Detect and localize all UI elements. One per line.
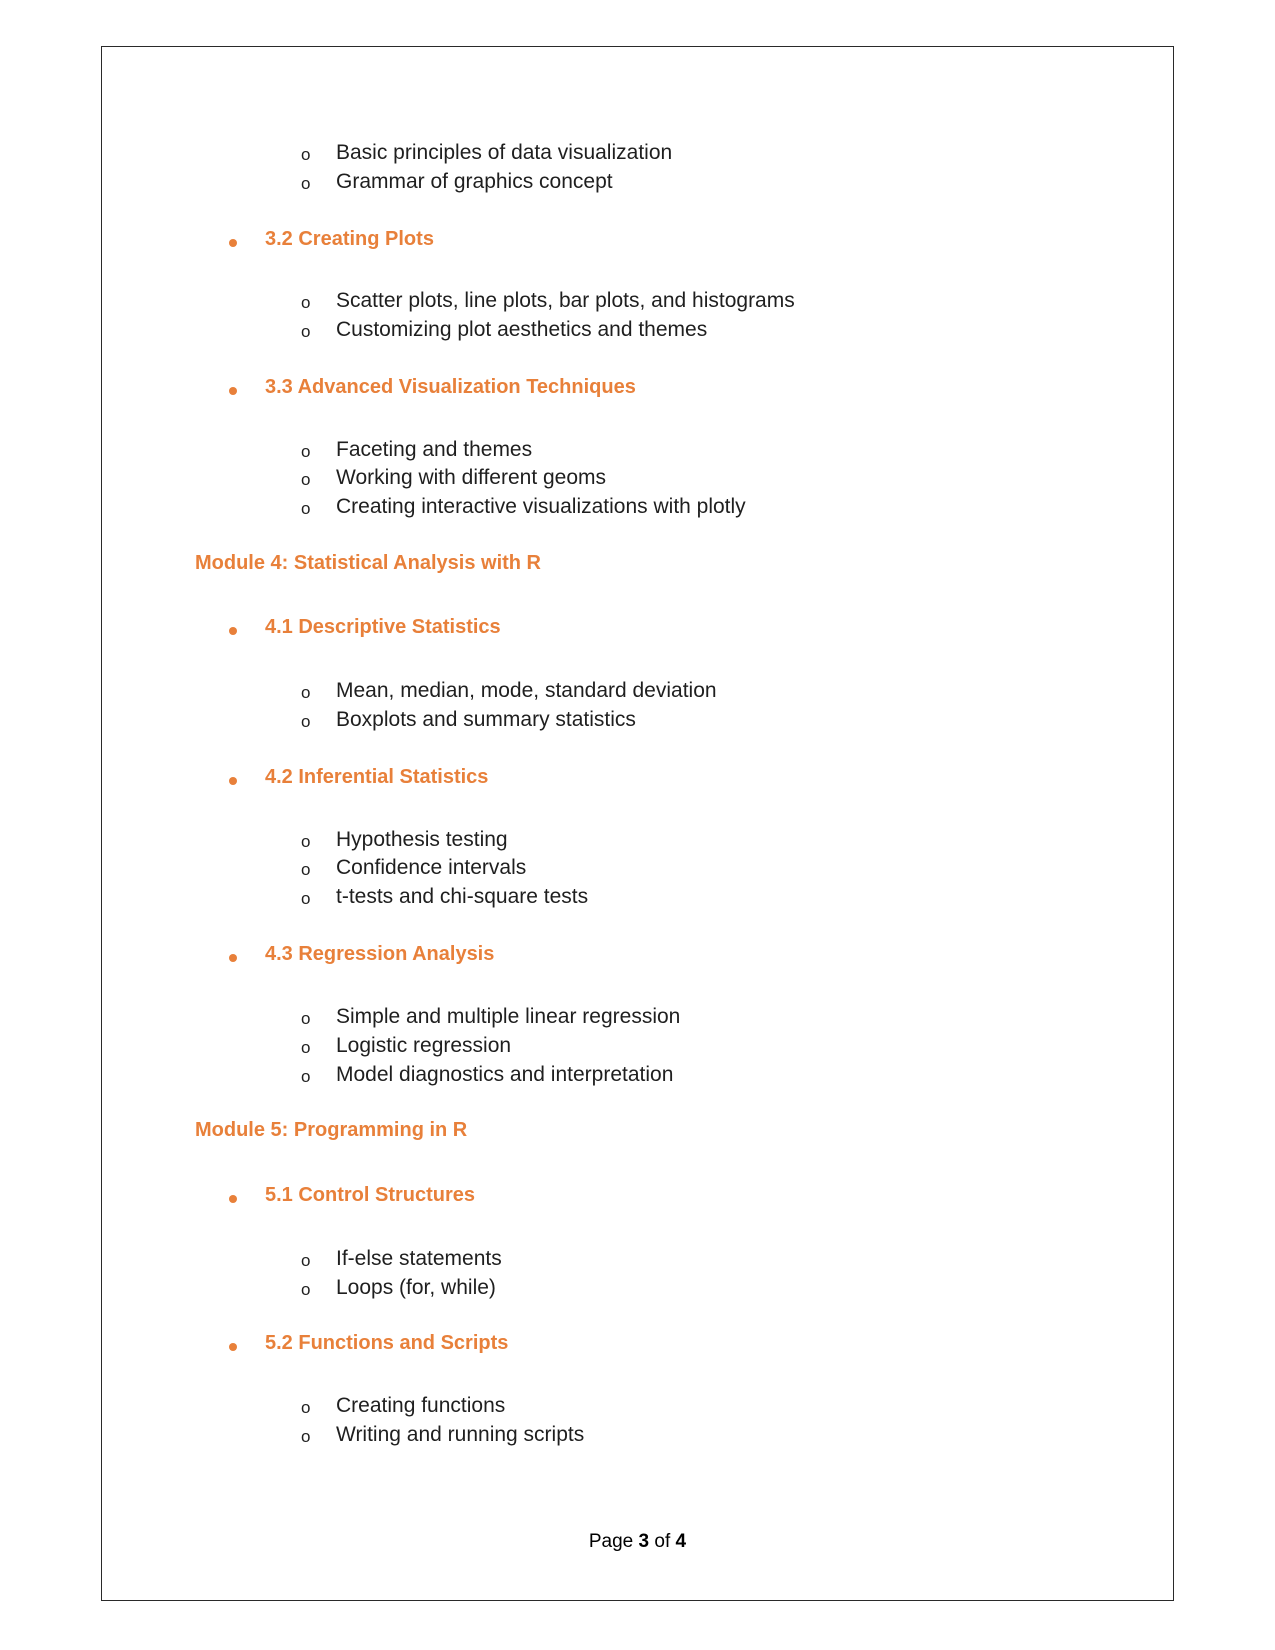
sub-bullet-icon: o	[301, 860, 311, 879]
list-item: t-tests and chi-square tests	[336, 885, 589, 908]
list-item: Creating interactive visualizations with plotly	[336, 495, 746, 518]
footer-total-pages: 4	[675, 1531, 687, 1552]
section-title-3-2: 3.2 Creating Plots	[265, 228, 434, 250]
section-title-4-1: 4.1 Descriptive Statistics	[265, 616, 501, 638]
sub-bullet-icon: o	[301, 1009, 311, 1028]
sub-bullet-icon: o	[301, 683, 311, 702]
sub-bullet-icon: o	[301, 1280, 311, 1299]
list-item: Confidence intervals	[336, 856, 527, 879]
footer-page-label: Page	[588, 1531, 634, 1552]
sub-bullet-icon: o	[301, 293, 311, 312]
list-item: Model diagnostics and interpretation	[336, 1063, 674, 1086]
list-item: Faceting and themes	[336, 438, 533, 461]
sub-bullet-icon: o	[301, 1427, 311, 1446]
sub-bullet-icon: o	[301, 470, 311, 489]
sub-bullet-icon: o	[301, 499, 311, 518]
module-5-title: Module 5: Programming in R	[195, 1119, 468, 1141]
list-item: Simple and multiple linear regression	[336, 1005, 681, 1028]
list-item: If-else statements	[336, 1247, 502, 1270]
section-bullet-icon	[229, 239, 237, 247]
section-bullet-icon	[229, 954, 237, 962]
sub-bullet-icon: o	[301, 832, 311, 851]
list-item: Scatter plots, line plots, bar plots, and histograms	[336, 289, 795, 312]
list-item: Mean, median, mode, standard deviation	[336, 679, 717, 702]
section-title-5-1: 5.1 Control Structures	[265, 1184, 476, 1206]
sub-bullet-icon: o	[301, 1038, 311, 1057]
section-bullet-icon	[229, 387, 237, 395]
sub-bullet-icon: o	[301, 1067, 311, 1086]
sub-bullet-icon: o	[301, 174, 311, 193]
footer-current-page: 3	[638, 1531, 650, 1552]
section-title-4-2: 4.2 Inferential Statistics	[265, 766, 489, 788]
sub-bullet-icon: o	[301, 889, 311, 908]
sub-bullet-icon: o	[301, 1251, 311, 1270]
list-item: Boxplots and summary statistics	[336, 708, 636, 731]
list-item: Creating functions	[336, 1394, 506, 1417]
list-item: Logistic regression	[336, 1034, 512, 1057]
list-item: Customizing plot aesthetics and themes	[336, 318, 708, 341]
section-bullet-icon	[229, 1343, 237, 1351]
section-title-5-2: 5.2 Functions and Scripts	[265, 1332, 509, 1354]
page-border	[101, 46, 1174, 1601]
list-item: Writing and running scripts	[336, 1423, 585, 1446]
list-item: Working with different geoms	[336, 466, 607, 489]
sub-bullet-icon: o	[301, 442, 311, 461]
section-bullet-icon	[229, 1195, 237, 1203]
list-item: Hypothesis testing	[336, 828, 508, 851]
section-bullet-icon	[229, 627, 237, 635]
section-title-3-3: 3.3 Advanced Visualization Techniques	[265, 376, 636, 398]
module-4-title: Module 4: Statistical Analysis with R	[195, 552, 541, 574]
footer-of-label: of	[654, 1531, 671, 1552]
section-bullet-icon	[229, 777, 237, 785]
list-item: Loops (for, while)	[336, 1276, 496, 1299]
sub-bullet-icon: o	[301, 145, 311, 164]
sub-bullet-icon: o	[301, 322, 311, 341]
sub-bullet-icon: o	[301, 712, 311, 731]
sub-bullet-icon: o	[301, 1398, 311, 1417]
list-item: Basic principles of data visualization	[336, 141, 673, 164]
section-title-4-3: 4.3 Regression Analysis	[265, 943, 495, 965]
list-item: Grammar of graphics concept	[336, 170, 613, 193]
page-footer	[0, 1530, 1275, 1554]
